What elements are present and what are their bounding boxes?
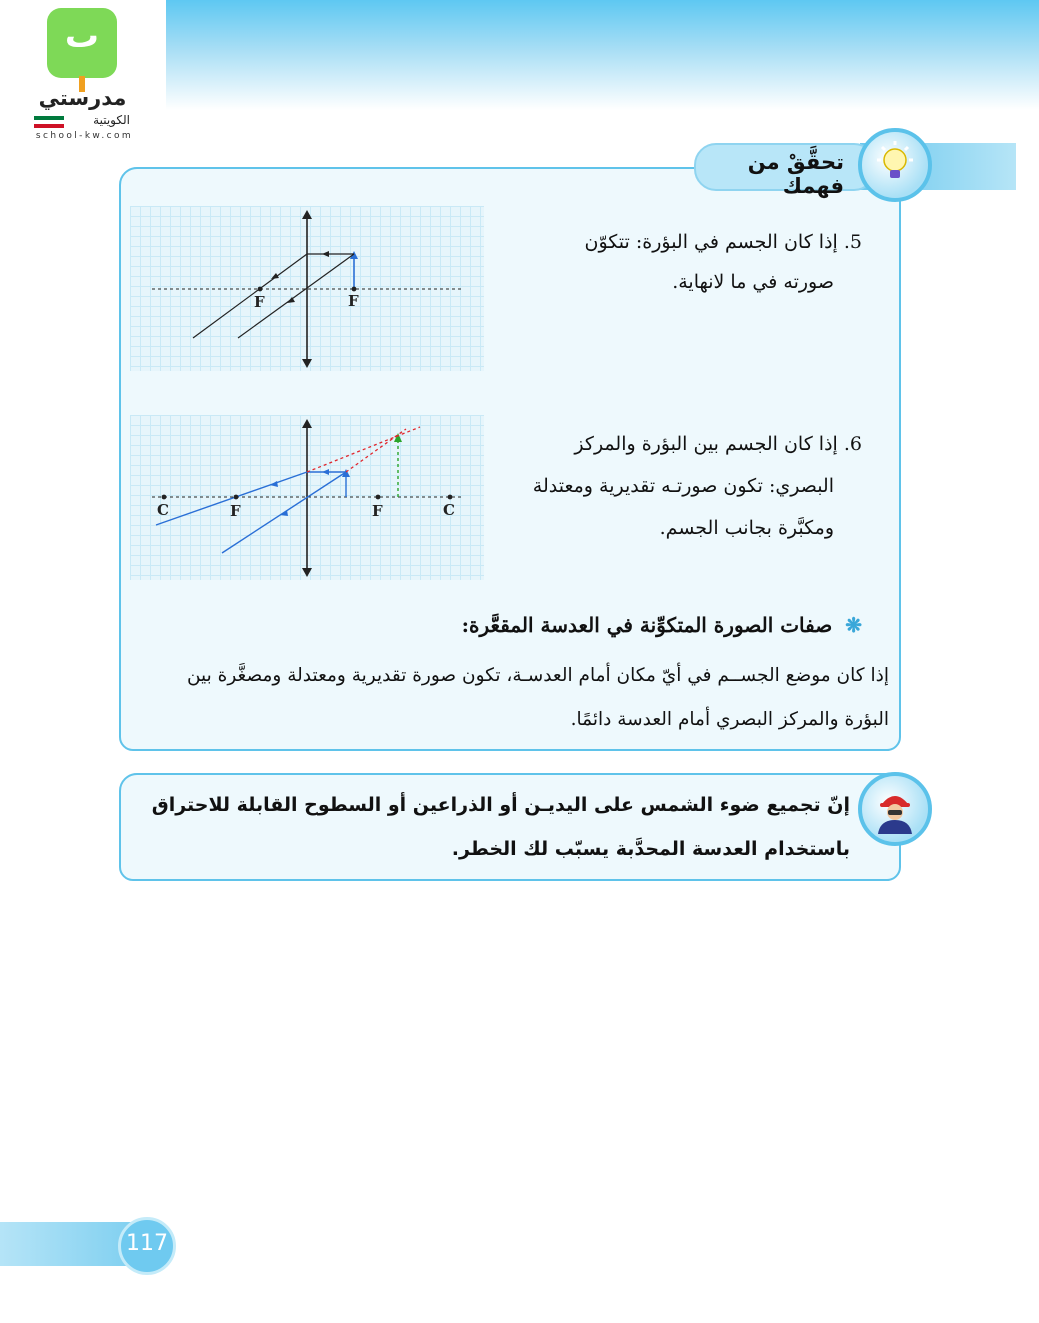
focus-point bbox=[376, 495, 381, 500]
focus-point bbox=[258, 287, 263, 292]
center-point bbox=[162, 495, 167, 500]
star-bullet-icon: ❋ bbox=[845, 613, 862, 637]
center-point bbox=[448, 495, 453, 500]
section-title: تحقَّقْ من فهمك bbox=[747, 150, 844, 198]
item-6-line: ومكبَّرة بجانب الجسم. bbox=[659, 517, 834, 539]
center-label: C bbox=[443, 501, 455, 519]
item-5-text bbox=[540, 222, 862, 302]
safety-warning-line: إنّ تجميع ضوء الشمس على اليديـن أو الذراعين أو السطوح القابلة للاحتراق bbox=[151, 794, 850, 816]
lightbulb-icon bbox=[858, 128, 932, 202]
focus-label: F bbox=[372, 502, 383, 520]
item-6-line: 6. إذا كان الجسم بين البؤرة والمركز bbox=[574, 433, 862, 455]
logo-tile bbox=[47, 8, 117, 78]
item-6-text bbox=[480, 423, 862, 549]
concave-lens-line: إذا كان موضع الجســم في أيّ مكان أمام العدسـة، تكون صورة تقديرية ومعتدلة ومصغَّرة بين bbox=[186, 665, 889, 686]
ray-refracted-1 bbox=[193, 254, 307, 338]
focus-label: F bbox=[254, 293, 265, 311]
concave-lens-heading-text: صفات الصورة المتكوِّنة في العدسة المقعَّرة: bbox=[461, 613, 833, 637]
logo-subtitle: الكويتية bbox=[93, 113, 130, 127]
focus-label: F bbox=[348, 292, 359, 310]
focus-point bbox=[352, 287, 357, 292]
concave-lens-body bbox=[128, 654, 889, 742]
safety-worker-icon bbox=[858, 772, 932, 846]
virtual-ray-1 bbox=[307, 427, 420, 472]
virtual-ray-2 bbox=[346, 429, 406, 472]
safety-warning-line: باستخدام العدسة المحدَّبة يسبّب لك الخطر. bbox=[451, 838, 850, 860]
ray-diagram-object-at-focus bbox=[130, 206, 484, 371]
lens-arrow-top bbox=[302, 210, 312, 219]
lens-arrow-top bbox=[302, 419, 312, 428]
logo-url: school-kw.com bbox=[35, 131, 134, 141]
concave-lens-line: البؤرة والمركز البصري أمام العدسة دائمًا. bbox=[570, 709, 889, 730]
page-number: 117 bbox=[126, 1231, 168, 1256]
smile-icon: ٮ bbox=[64, 16, 100, 56]
focus-point bbox=[234, 495, 239, 500]
item-6-line: البصري: تكون صورتـه تقديرية ومعتدلة bbox=[532, 475, 834, 497]
center-label: C bbox=[157, 501, 169, 519]
kuwait-flag-icon bbox=[34, 116, 64, 128]
concave-lens-heading bbox=[420, 613, 862, 637]
item-5-line: صورته في ما لانهاية. bbox=[672, 271, 834, 293]
lens-arrow-bottom bbox=[302, 359, 312, 368]
logo-name: مدرستي bbox=[38, 86, 127, 110]
ray-diagram-object-inside-focus bbox=[130, 415, 484, 580]
lens-arrow-bottom bbox=[302, 568, 312, 577]
safety-warning-text bbox=[150, 785, 850, 873]
item-5-line: 5. إذا كان الجسم في البؤرة: تتكوّن bbox=[584, 231, 862, 253]
school-logo bbox=[0, 0, 166, 148]
focus-label: F bbox=[230, 502, 241, 520]
